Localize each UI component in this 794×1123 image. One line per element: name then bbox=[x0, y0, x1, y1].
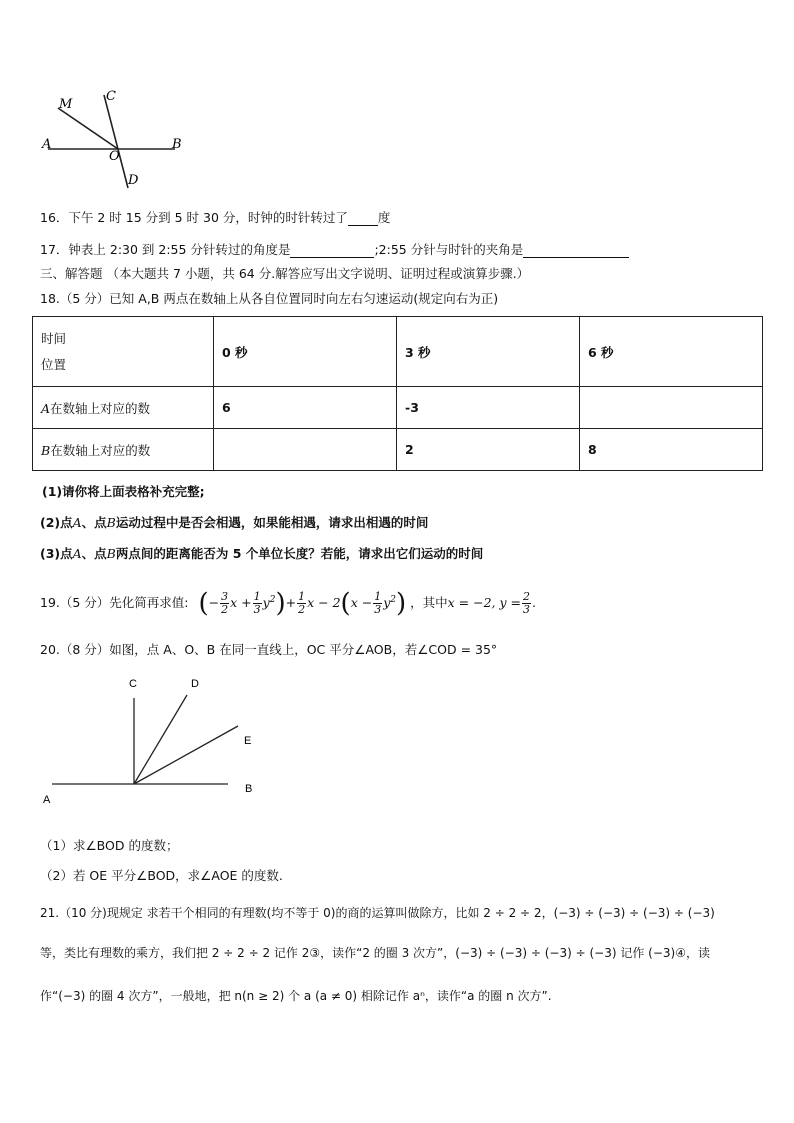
q18-sub3-a: (3)点 bbox=[40, 546, 73, 561]
cell-b-6[interactable]: 8 bbox=[580, 429, 763, 471]
cell-a-0[interactable]: 6 bbox=[214, 387, 397, 429]
cell-b-3[interactable]: 2 bbox=[397, 429, 580, 471]
table-row bbox=[33, 387, 763, 429]
header-3s: 3 秒 bbox=[397, 317, 580, 387]
q19-prefix: 19.（5 分）先化简再求值: bbox=[40, 595, 189, 611]
cell-b-0[interactable] bbox=[214, 429, 397, 471]
label-d: D bbox=[128, 173, 139, 188]
question-16-text: 16．下午 2 时 15 分到 5 时 30 分，时钟的时针转过了 bbox=[40, 210, 348, 225]
question-17-part1: 17．钟表上 2:30 到 2:55 分针转过的角度是 bbox=[40, 242, 291, 257]
q21-line1: 21.（10 分)现规定 求若干个相同的有理数(均不等于 0)的商的运算叫做除方，比如 2 ÷ 2 ÷ 2，(−3) ÷ (−3) ÷ (−3) ÷ (−3) bbox=[40, 906, 715, 920]
q18-sub2-c: 、点 bbox=[81, 515, 107, 530]
q18-sub2 bbox=[40, 513, 428, 531]
cell-a-3[interactable]: -3 bbox=[397, 387, 580, 429]
label-a-20: A bbox=[43, 794, 51, 806]
var-a: A bbox=[41, 400, 51, 416]
line-oe bbox=[134, 726, 238, 784]
q18-sub2-var-a: A bbox=[72, 515, 82, 530]
header-time: 时间 bbox=[41, 330, 67, 346]
label-b: B bbox=[172, 137, 182, 152]
row-a-label bbox=[33, 387, 214, 429]
question-16-unit: 度 bbox=[377, 210, 391, 225]
header-position: 位置 bbox=[41, 356, 67, 372]
question-16 bbox=[40, 208, 390, 226]
question-19: 19.（5 分）先化简再求值: (− $\frac{3}{2}$ x + $\frac{1}{3}$ $y^2)+$ $\frac{1}{2}$ x − 2(x − $\frac{1}{3}$ $y^2$) ，其中x = −2, y = $\frac{2}{3}$ . bbox=[40, 588, 536, 619]
label-e-20: E bbox=[244, 735, 252, 747]
row-b-label-text: 在数轴上对应的数 bbox=[50, 442, 151, 458]
table-row bbox=[33, 317, 763, 387]
label-d-20: D bbox=[191, 678, 199, 690]
section-3-heading: 三、解答题 （本大题共 7 小题，共 64 分.解答应写出文字说明、证明过程或演算步骤.） bbox=[40, 266, 530, 281]
q19-fraction: $\frac{2}{3}$ bbox=[523, 590, 530, 617]
q19-expression: (− $\frac{3}{2}$ x + $\frac{1}{3}$ $y^2)+$ $\frac{1}{2}$ x − 2(x − $\frac{1}{3}$ $y^2$) bbox=[198, 588, 407, 619]
header-6s: 6 秒 bbox=[580, 317, 763, 387]
q20-sub2: （2）若 OE 平分∠BOD，求∠AOE 的度数. bbox=[40, 868, 283, 883]
question-20: 20.（8 分）如图，点 A、O、B 在同一直线上，OC 平分∠AOB，若∠COD = 35° bbox=[40, 642, 498, 657]
label-o: O bbox=[109, 149, 120, 164]
question-17 bbox=[40, 240, 629, 258]
q18-sub3-c: 、点 bbox=[81, 546, 107, 561]
q19-condition: x = −2, y = bbox=[447, 595, 521, 611]
cell-a-6[interactable] bbox=[580, 387, 763, 429]
table-header-cell bbox=[33, 317, 214, 387]
question-17-part2: ;2:55 分针与时针的夹角是 bbox=[374, 242, 524, 257]
answer-blank-17b[interactable] bbox=[523, 243, 629, 258]
angle-figure-1 bbox=[30, 80, 200, 195]
q18-sub2-a: (2)点 bbox=[40, 515, 73, 530]
row-b-label bbox=[33, 429, 214, 471]
header-0s: 0 秒 bbox=[214, 317, 397, 387]
q18-sub3 bbox=[40, 544, 483, 562]
label-c-20: C bbox=[129, 678, 137, 690]
q18-sub3-var-b: B bbox=[106, 546, 116, 561]
label-b-20: B bbox=[245, 783, 253, 795]
q18-sub3-e: 两点间的距离能否为 5 个单位长度？若能，请求出它们运动的时间 bbox=[115, 546, 484, 561]
q18-sub3-var-a: A bbox=[72, 546, 82, 561]
table-row bbox=[33, 429, 763, 471]
q19-suffix: ，其中 bbox=[410, 595, 448, 611]
row-a-label-text: 在数轴上对应的数 bbox=[50, 400, 151, 416]
q20-sub1: （1）求∠BOD 的度数； bbox=[40, 838, 179, 853]
line-od bbox=[134, 695, 187, 784]
q21-line2: 等，类比有理数的乘方，我们把 2 ÷ 2 ÷ 2 记作 2③，读作“2 的圈 3 次方”，(−3) ÷ (−3) ÷ (−3) ÷ (−3) 记作 (−3)④，读 bbox=[40, 946, 710, 960]
label-m: M bbox=[59, 97, 73, 112]
label-c: C bbox=[106, 89, 116, 104]
q18-table bbox=[32, 316, 763, 471]
angle-figure-20 bbox=[30, 670, 280, 810]
label-a: A bbox=[42, 137, 52, 152]
q18-sub2-var-b: B bbox=[106, 515, 116, 530]
var-b: B bbox=[41, 442, 51, 458]
answer-blank-17a[interactable] bbox=[290, 243, 374, 258]
answer-blank-16[interactable] bbox=[348, 211, 378, 226]
q21-line3: 作“(−3) 的圈 4 次方”，一般地，把 n(n ≥ 2) 个 a (a ≠ 0) 相除记作 aⁿ，读作“a 的圈 n 次方”. bbox=[40, 989, 552, 1003]
q18-sub2-e: 运动过程中是否会相遇，如果能相遇，请求出相遇的时间 bbox=[115, 515, 429, 530]
q18-sub1: (1)请你将上面表格补充完整; bbox=[42, 484, 205, 499]
question-18-intro: 18.（5 分）已知 A,B 两点在数轴上从各自位置同时向左右匀速运动(规定向右为正) bbox=[40, 291, 499, 306]
